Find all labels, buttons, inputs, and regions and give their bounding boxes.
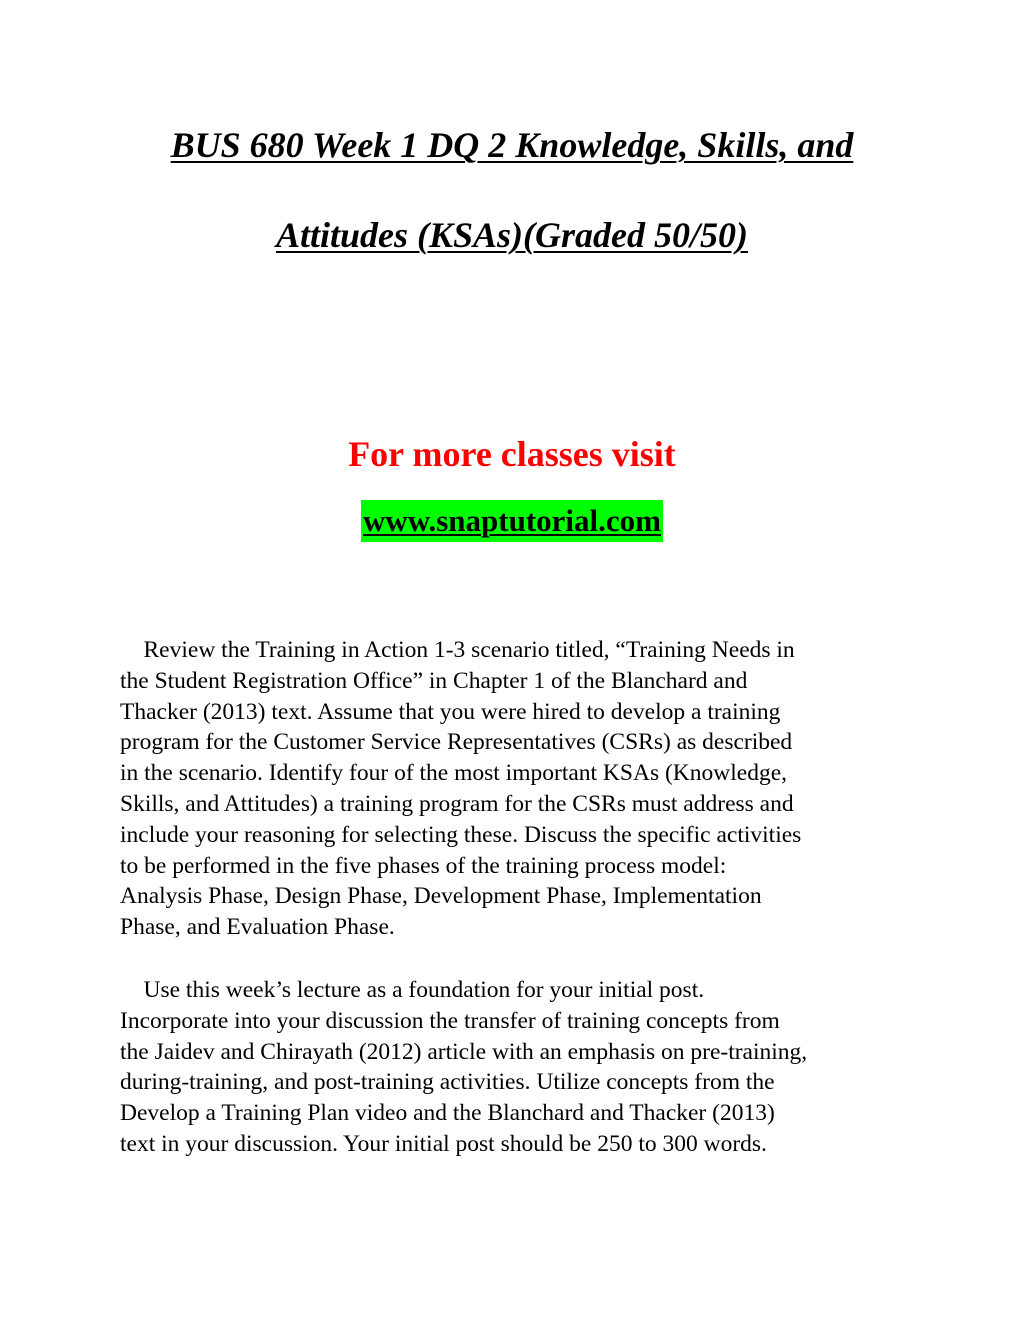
- paragraph-line: to be performed in the five phases of the training process model:: [120, 852, 727, 879]
- promo-link[interactable]: www.snaptutorial.com: [361, 500, 663, 542]
- paragraph-line: the Student Registration Office” in Chapter 1 of the Blanchard and: [120, 667, 748, 694]
- paragraph-line: Incorporate into your discussion the transfer of training concepts from: [120, 1007, 780, 1034]
- paragraph-line: in the scenario. Identify four of the most important KSAs (Knowledge,: [120, 760, 787, 787]
- paragraph-line: Phase, and Evaluation Phase.: [120, 914, 395, 941]
- promo-link-container: [0, 500, 1024, 542]
- paragraph-line: Develop a Training Plan video and the Blanchard and Thacker (2013): [120, 1100, 775, 1127]
- paragraph-line: program for the Customer Service Representatives (CSRs) as described: [120, 729, 793, 756]
- paragraph-line: during-training, and post-training activities. Utilize concepts from the: [120, 1069, 775, 1096]
- paragraph-1: [120, 635, 910, 943]
- promo-text: For more classes visit: [348, 434, 676, 474]
- paragraph-line: the Jaidev and Chirayath (2012) article with an emphasis on pre-training,: [120, 1038, 808, 1065]
- paragraph-2: [120, 975, 910, 1160]
- document-title-line-1: BUS 680 Week 1 DQ 2 Knowledge, Skills, and: [170, 125, 854, 165]
- paragraph-line: Skills, and Attitudes) a training program for the CSRs must address and: [120, 790, 794, 817]
- document-title-line-2: Attitudes (KSAs)(Graded 50/50): [275, 215, 749, 255]
- paragraph-line: Analysis Phase, Design Phase, Development Phase, Implementation: [120, 883, 762, 910]
- paragraph-line: include your reasoning for selecting these. Discuss the specific activities: [120, 821, 802, 848]
- paragraph-line: Use this week’s lecture as a foundation for your initial post.: [120, 977, 705, 1003]
- paragraph-line: Thacker (2013) text. Assume that you were hired to develop a training: [120, 698, 781, 725]
- paragraph-line: text in your discussion. Your initial post should be 250 to 300 words.: [120, 1130, 767, 1157]
- paragraph-line: Review the Training in Action 1-3 scenario titled, “Training Needs in: [120, 637, 795, 663]
